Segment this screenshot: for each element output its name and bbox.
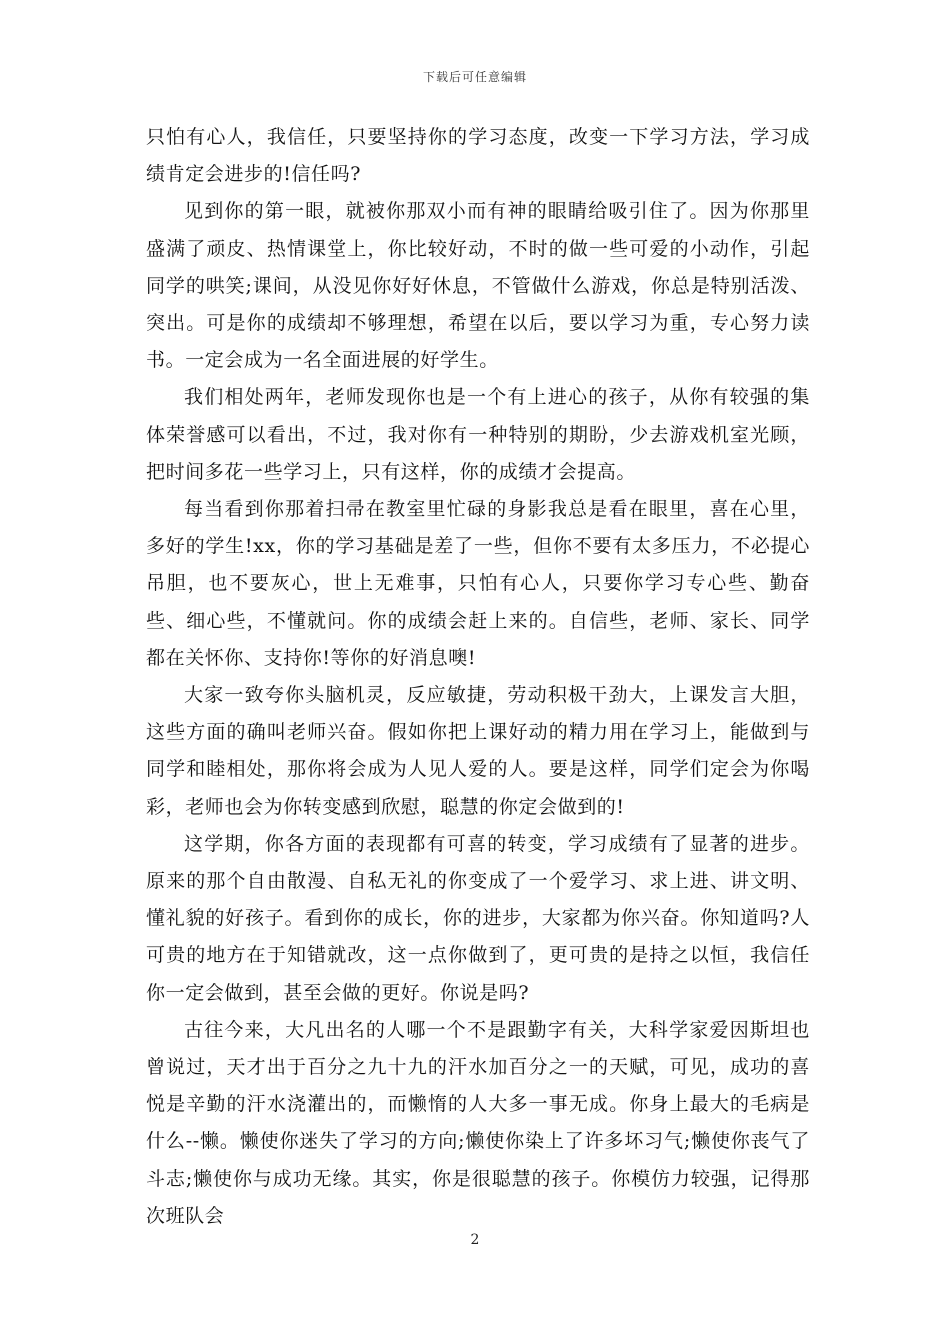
paragraph-3: 我们相处两年，老师发现你也是一个有上进心的孩子，从你有较强的集体荣誉感可以看出，不过，我对你有一种特别的期盼，少去游戏机室光顾，把时间多花一些学习上，只有这样，你的成绩才会提高。 [146, 386, 810, 483]
paragraph-1: 只怕有心人，我信任，只要坚持你的学习态度，改变一下学习方法，学习成绩肯定会进步的!信任吗? [146, 126, 810, 186]
paragraph-4: 每当看到你那着扫帚在教室里忙碌的身影我总是看在眼里，喜在心里，多好的学生!xx，你的学习基础是差了一些，但你不要有太多压力，不必提心吊胆，也不要灰心，世上无难事，只怕有心人，只要你学习专心些、勤奋些、细心些，不懂就问。你的成绩会赶上来的。自信些，老师、家长、同学都在关怀你、支持你!等你的好消息噢! [146, 498, 810, 669]
page-header: 下载后可任意编辑 [422, 70, 527, 84]
body-text [146, 119, 810, 1235]
paragraph-7: 古往今来，大凡出名的人哪一个不是跟勤字有关，大科学家爱因斯坦也曾说过，天才出于百分之九十九的汗水加百分之一的天赋，可见，成功的喜悦是辛勤的汗水浇灌出的，而懒惰的人大多一事无成。你身上最大的毛病是什么--懒。懒使你迷失了学习的方向;懒使你染上了许多坏习气;懒使你丧气了斗志;懒使你与成功无缘。其实，你是很聪慧的孩子。你模仿力较强，记得那次班队会 [146, 1018, 810, 1227]
paragraph-5: 大家一致夸你头脑机灵，反应敏捷，劳动积极干劲大，上课发言大胆，这些方面的确叫老师兴奋。假如你把上课好动的精力用在学习上，能做到与同学和睦相处，那你将会成为人见人爱的人。要是这样，同学们定会为你喝彩，老师也会为你转变感到欣慰，聪慧的你定会做到的! [146, 684, 810, 818]
page-number: 2 [470, 1232, 480, 1248]
paragraph-2: 见到你的第一眼，就被你那双小而有神的眼睛给吸引住了。因为你那里盛满了顽皮、热情课堂上，你比较好动，不时的做一些可爱的小动作，引起同学的哄笑;课间，从没见你好好休息，不管做什么游戏，你总是特别活泼、突出。可是你的成绩却不够理想，希望在以后，要以学习为重，专心努力读书。一定会成为一名全面进展的好学生。 [146, 200, 810, 372]
paragraph-6: 这学期，你各方面的表现都有可喜的转变，学习成绩有了显著的进步。原来的那个自由散漫、自私无礼的你变成了一个爱学习、求上进、讲文明、懂礼貌的好孩子。看到你的成长，你的进步，大家都为你兴奋。你知道吗?人可贵的地方在于知错就改，这一点你做到了，更可贵的是持之以恒，我信任你一定会做到，甚至会做的更好。你说是吗? [146, 832, 810, 1004]
